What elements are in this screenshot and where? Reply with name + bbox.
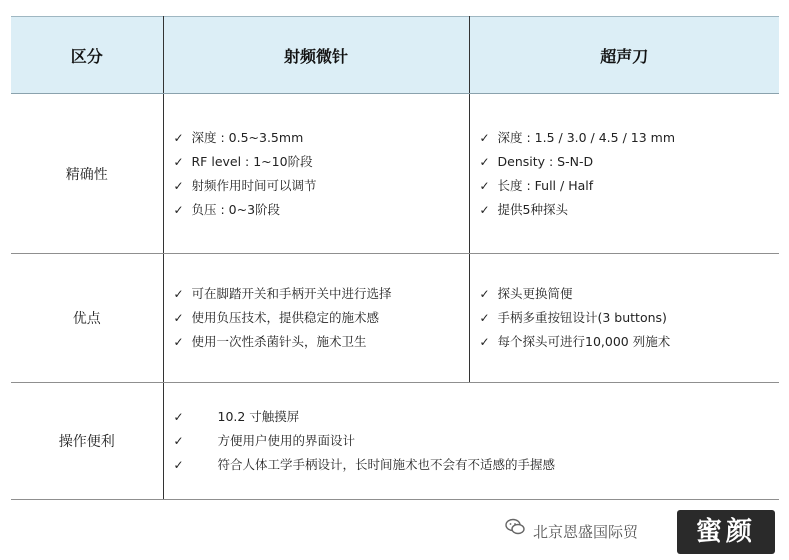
list-item: ✓ 使用一次性杀菌针头，施术卫生 [174,330,469,354]
check-icon: ✓ [173,410,184,424]
check-icon: ✓ [173,335,184,349]
row-label: 精确性 [11,94,163,254]
watermark [505,510,785,556]
list-item: ✓ 手柄多重按钮设计(3 buttons) [480,306,780,330]
header-row [11,17,779,94]
check-icon: ✓ [479,311,490,325]
brand-logo: 蜜颜 [677,510,775,554]
comparison-table [11,16,779,500]
list-item: ✓ 深度 : 0.5~3.5mm [174,126,469,150]
rf-advantages-cell [163,254,469,383]
wechat-icon [505,518,525,541]
header-category: 区分 [11,17,163,94]
check-icon: ✓ [479,130,490,145]
list-item: ✓ 10.2 寸触摸屏 [174,405,780,429]
check-icon: ✓ [173,154,184,169]
list-item: ✓ 深度 : 1.5 / 3.0 / 4.5 / 13 mm [480,126,780,150]
ultrasound-advantages-cell [469,254,779,383]
watermark-text: 北京恩盛国际贸 [533,523,639,541]
table-row-convenience [11,383,779,500]
list-item: ✓ 射频作用时间可以调节 [174,174,469,198]
list-item: ✓ Density : S-N-D [480,150,780,174]
list-item: ✓ 长度 : Full / Half [480,174,780,198]
row-label: 优点 [11,254,163,383]
check-icon: ✓ [479,178,490,193]
list-item: ✓ 每个探头可进行10,000 列施术 [480,330,780,354]
list-item: ✓ 探头更换简便 [480,282,780,306]
list-item: ✓ RF level : 1~10阶段 [174,150,469,174]
header-rf-microneedle: 射频微针 [163,17,469,94]
check-icon: ✓ [173,434,184,448]
rf-precision-cell [163,94,469,254]
list-item: ✓ 负压 : 0~3阶段 [174,198,469,222]
table-row-precision [11,94,779,254]
check-icon: ✓ [173,130,184,145]
table-row-advantages [11,254,779,383]
list-item: ✓ 提供5种探头 [480,198,780,222]
convenience-cell [163,383,779,500]
list-item: ✓ 使用负压技术，提供稳定的施术感 [174,306,469,330]
row-label: 操作便利 [11,383,163,500]
check-icon: ✓ [479,154,490,169]
check-icon: ✓ [173,178,184,193]
check-icon: ✓ [479,202,490,217]
check-icon: ✓ [173,311,184,325]
check-icon: ✓ [173,458,184,472]
list-item: ✓ 符合人体工学手柄设计，长时间施术也不会有不适感的手握感 [174,453,780,477]
check-icon: ✓ [173,202,184,217]
check-icon: ✓ [479,335,490,349]
check-icon: ✓ [173,287,184,301]
list-item: ✓ 方便用户使用的界面设计 [174,429,780,453]
list-item: ✓ 可在脚踏开关和手柄开关中进行选择 [174,282,469,306]
check-icon: ✓ [479,287,490,301]
header-ultrasound-knife: 超声刀 [469,17,779,94]
ultrasound-precision-cell [469,94,779,254]
